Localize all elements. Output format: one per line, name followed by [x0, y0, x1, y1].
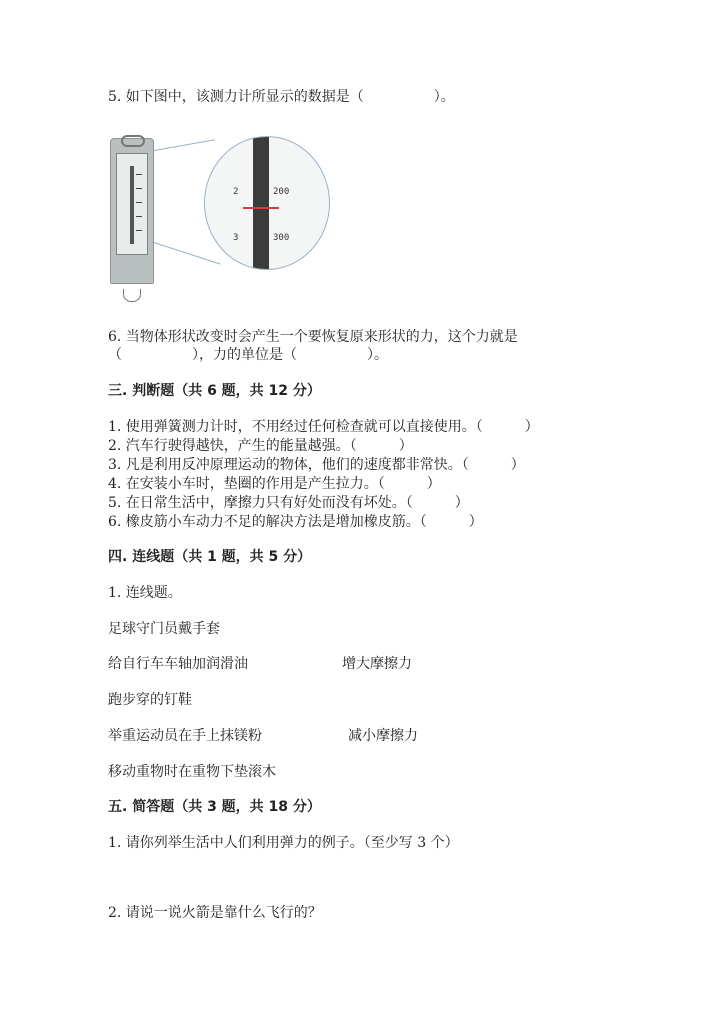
judge-item-6: 6. 橡皮筋小车动力不足的解决方法是增加橡皮筋。（ ） [108, 514, 483, 530]
match-left-4: 举重运动员在手上抹镁粉 [108, 728, 262, 744]
short-answer-1: 1. 请你列举生活中人们利用弹力的例子。（至少写 3 个） [108, 835, 459, 851]
match-left-5: 移动重物时在重物下垫滚木 [108, 764, 276, 780]
magnified-scale-view [204, 136, 330, 270]
match-left-1: 足球守门员戴手套 [108, 621, 220, 637]
section-5-heading: 五. 简答题（共 3 题，共 18 分） [108, 799, 321, 815]
short-answer-2: 2. 请说一说火箭是靠什么飞行的？ [108, 905, 322, 921]
judge-item-5: 5. 在日常生活中，摩擦力只有好处而没有坏处。（ ） [108, 495, 469, 511]
question-6-line-1: 6. 当物体形状改变时会产生一个要恢复原来形状的力，这个力就是 [108, 329, 518, 345]
section-3-heading: 三. 判断题（共 6 题，共 12 分） [108, 383, 321, 399]
section-4-heading: 四. 连线题（共 1 题，共 5 分） [108, 549, 312, 565]
judge-item-2: 2. 汽车行驶得越快，产生的能量越强。（ ） [108, 438, 413, 454]
judge-item-3: 3. 凡是利用反冲原理运动的物体，他们的速度都非常快。（ ） [108, 457, 525, 473]
match-right-2: 减小摩擦力 [348, 728, 418, 744]
judge-item-4: 4. 在安装小车时，垫圈的作用是产生拉力。（ ） [108, 476, 441, 492]
question-6-line-2: （ ），力的单位是（ ）。 [108, 347, 388, 363]
indicator-mark [243, 207, 279, 209]
match-right-1: 增大摩擦力 [342, 656, 412, 672]
scale-label-right-top: 200 [273, 187, 290, 197]
scale-label-left-top: 2 [233, 187, 239, 197]
scale-label-right-bottom: 300 [273, 233, 290, 243]
match-left-2: 给自行车车轴加润滑油 [108, 656, 248, 672]
spring-scale-figure [108, 130, 328, 290]
match-title: 1. 连线题。 [108, 585, 182, 601]
scale-label-left-bottom: 3 [233, 233, 239, 243]
judge-item-1: 1. 使用弹簧测力计时，不用经过任何检查就可以直接使用。（ ） [108, 419, 539, 435]
spring-scale-image [110, 138, 154, 284]
question-5: 5. 如下图中，该测力计所显示的数据是（ ）。 [108, 89, 455, 105]
match-left-3: 跑步穿的钉鞋 [108, 692, 192, 708]
